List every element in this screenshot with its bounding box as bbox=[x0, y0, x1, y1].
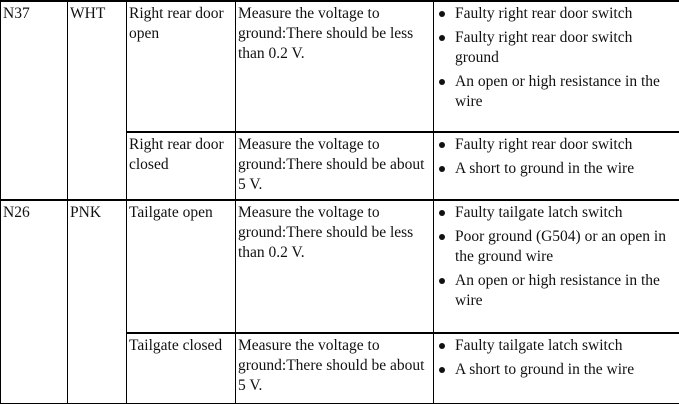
condition-cell: Tailgate open bbox=[127, 200, 236, 333]
cause-item: Faulty right rear door switch ground bbox=[436, 28, 677, 68]
possible-causes-list bbox=[436, 4, 677, 112]
possible-causes-cell bbox=[434, 200, 679, 333]
pin-cell: N26 bbox=[1, 200, 68, 403]
cause-item: A short to ground in the wire bbox=[436, 159, 677, 179]
possible-causes-list bbox=[436, 135, 677, 179]
cause-item: Faulty tailgate latch switch bbox=[436, 336, 677, 356]
possible-causes-cell bbox=[434, 132, 679, 200]
wire-color-cell: WHT bbox=[68, 1, 127, 200]
test-cell: Measure the voltage to ground:There should be about 5 V. bbox=[236, 132, 434, 200]
wire-color-cell: PNK bbox=[68, 200, 127, 403]
pin-cell: N37 bbox=[1, 1, 68, 200]
cause-item: Poor ground (G504) or an open in the ground wire bbox=[436, 227, 677, 267]
cause-item: An open or high resistance in the wire bbox=[436, 72, 677, 112]
table-row bbox=[1, 1, 679, 132]
cause-item: A short to ground in the wire bbox=[436, 360, 677, 380]
possible-causes-list bbox=[436, 203, 677, 311]
test-cell: Measure the voltage to ground:There should be less than 0.2 V. bbox=[236, 1, 434, 132]
cause-item: An open or high resistance in the wire bbox=[436, 271, 677, 311]
test-cell: Measure the voltage to ground:There should be about 5 V. bbox=[236, 333, 434, 403]
possible-causes-cell bbox=[434, 1, 679, 132]
possible-causes-list bbox=[436, 336, 677, 380]
cause-item: Faulty right rear door switch bbox=[436, 4, 677, 24]
condition-cell: Right rear door open bbox=[127, 1, 236, 132]
cause-item: Faulty right rear door switch bbox=[436, 135, 677, 155]
possible-causes-cell bbox=[434, 333, 679, 403]
condition-cell: Tailgate closed bbox=[127, 333, 236, 403]
cause-item: Faulty tailgate latch switch bbox=[436, 203, 677, 223]
condition-cell: Right rear door closed bbox=[127, 132, 236, 200]
table-row bbox=[1, 200, 679, 333]
test-cell: Measure the voltage to ground:There should be less than 0.2 V. bbox=[236, 200, 434, 333]
